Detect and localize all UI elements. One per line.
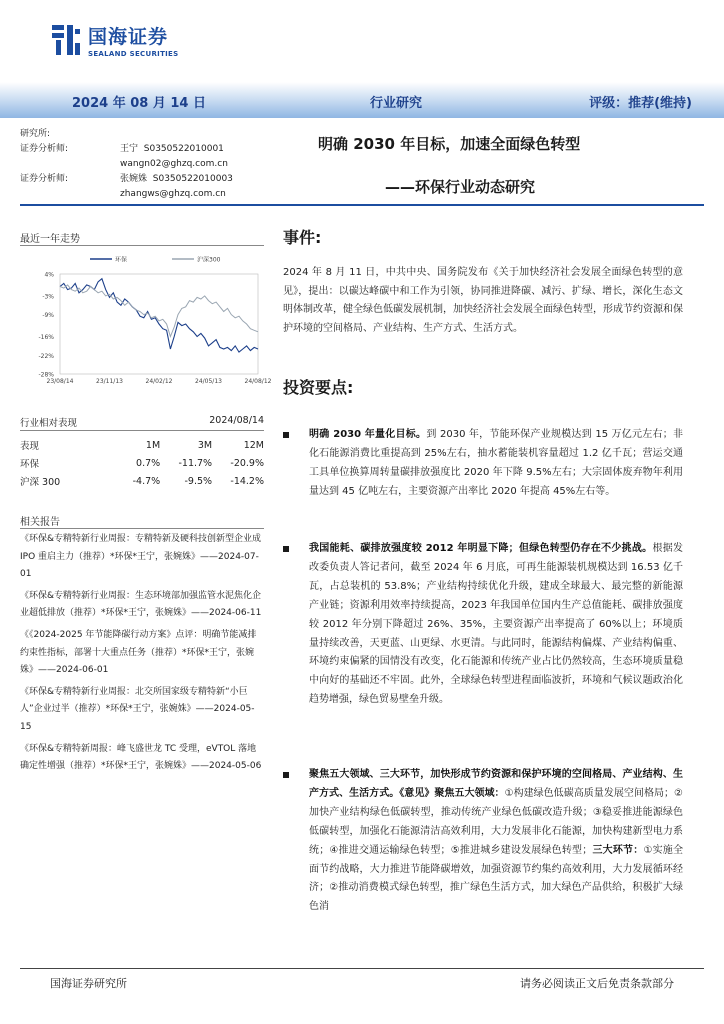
y-tick-label: -16% xyxy=(38,334,54,341)
table-header-cell: 3M xyxy=(197,439,213,451)
analyst-name: 张婉姝 xyxy=(120,174,148,184)
analyst-cert: S0350522010003 xyxy=(152,174,233,184)
series-line xyxy=(60,279,258,352)
related-divider xyxy=(20,528,264,529)
analyst-role: 证券分析师: xyxy=(20,174,69,184)
table-cell: -4.7% xyxy=(132,475,161,487)
analyst-info xyxy=(20,127,280,202)
y-tick-label: -22% xyxy=(38,352,54,360)
x-tick-label: 24/05/13 xyxy=(195,378,222,385)
header-divider xyxy=(20,204,704,206)
performance-date: 2024/08/14 xyxy=(209,415,264,426)
y-tick-label: -28% xyxy=(38,371,54,379)
footer-left: 国海证券研究所 xyxy=(50,977,127,990)
point-text: ①实施全面节约战略，大力推进节能降碳增效，加强资源节约集约高效利用，大力发展循环经济；②推动消费模式绿色转型，推广绿色生活方式，加大绿色产品供给，积极扩大绿色消 xyxy=(309,844,683,913)
table-cell: -20.9% xyxy=(230,457,264,469)
company-name-cn: 国海证券 xyxy=(88,26,169,48)
table-cell: 沪深 300 xyxy=(20,477,61,488)
point-text: 到 2030 年，节能环保产业规模达到 15 万亿元左右；非化石能源消费比重提高到 25%左右，抽水蓄能装机容量超过 1.2 亿千瓦；营运交通工具单位换算周转量碳排放强度比 2020 年下降 9.5%左右；大宗固体废弃物年利用量达到 45 亿吨左右，主要资源产出率比 2020 年提高 45%左右等。 xyxy=(309,429,684,497)
y-tick-label: 4% xyxy=(44,271,54,279)
legend-label: 沪深300 xyxy=(197,256,221,264)
institute-label: 研究所: xyxy=(20,129,51,139)
bullet-square-icon xyxy=(283,432,289,438)
performance-label: 行业相对表现 xyxy=(20,418,78,429)
report-date: 2024 年 08 月 14 日 xyxy=(72,96,206,111)
legend-label: 环保 xyxy=(115,256,128,264)
performance-section xyxy=(20,415,264,490)
related-report-link[interactable]: 《环保&专精特新行业周报：北交所国家级专精特新“小巨人”企业过半（推荐）*环保*王宁，张婉姝》——2024-05-15 xyxy=(20,686,255,732)
point-item xyxy=(283,766,683,942)
trend-label: 最近一年走势 xyxy=(20,234,80,245)
point-item xyxy=(283,540,683,710)
bullet-square-icon xyxy=(283,546,289,552)
points-heading: 投资要点: xyxy=(283,378,354,397)
report-title: 明确 2030 年目标，加速全面绿色转型 xyxy=(318,135,581,153)
point-bold: 我国能耗、碳排放强度较 2012 年明显下降；但绿色转型仍存在不少挑战。 xyxy=(309,543,653,554)
point-item xyxy=(283,426,683,502)
performance-divider xyxy=(20,430,264,431)
related-report-link[interactable]: 《环保&专精特新行业周报：生态环境部加强监管水泥焦化企业超低排放（推荐）*环保*王宁，张婉姝》——2024-06-11 xyxy=(20,590,262,619)
analyst-email[interactable]: zhangws@ghzq.com.cn xyxy=(120,189,226,199)
related-label: 相关报告 xyxy=(20,517,60,528)
sealand-logo-icon xyxy=(50,23,82,57)
related-report-link[interactable]: 《环保&专精特新周报：峰飞盛世龙 TC 受理，eVTOL 落地确定性增强（推荐）*环保*王宁，张婉姝》——2024-05-06 xyxy=(20,743,262,772)
point-text: 根据发改委负责人答记者问，截至 2024 年 6 月底，可再生能源装机规模达到 16.53 亿千瓦，占总装机的 53.8%；产业结构持续优化升级，建成全球最大、最完整的新能源产业链；资源利用效率持续提高，2023 年我国单位国内生产总值能耗、碳排放强度较 2012 年分别下降超过 26%、35%，主要资源产出率提高了 60%以上；环境质量持续改善，天更蓝、山更绿、水更清。与此同时，能源结构偏煤、产业结构偏重、环境约束偏紧的国情没有改变，化石能源和传统产业占比仍然较高，生态环境质量稳中向好的基础还不牢固。此外，全球绿色转型进程面临波折，环境和气候议题政治化趋势增强，绿色贸易壁垒升级。 xyxy=(309,543,684,706)
table-cell: 环保 xyxy=(20,459,40,470)
table-cell: -11.7% xyxy=(178,457,213,469)
analyst-name-cert xyxy=(120,142,224,157)
x-tick-label: 24/02/12 xyxy=(145,378,173,385)
report-subtitle: ——环保行业动态研究 xyxy=(385,178,536,196)
analyst-name: 王宁 xyxy=(120,144,139,154)
report-category: 行业研究 xyxy=(370,96,423,111)
point-bold: 明确 2030 年量化目标。 xyxy=(309,429,427,440)
x-tick-label: 23/08/14 xyxy=(46,378,74,385)
event-text: 2024 年 8 月 11 日，中共中央、国务院发布《关于加快经济社会发展全面绿色转型的意见》，提出：以碳达峰碳中和工作为引领，协同推进降碳、减污、扩绿、增长，深化生态文明体制改革，健全绿色低碳发展机制，加快经济社会发展全面绿色转型，形成节约资源和保护环境的空间格局、产业结构、生产方式、生活方式。 xyxy=(283,267,683,334)
point-bold: 聚焦五大领域、三大环节，加快形成节约资源和保护环境的空间格局、产业结构、生产方式、生活方式。《意见》聚焦五大领域： xyxy=(309,769,683,799)
report-rating: 评级：推荐(维持) xyxy=(589,96,692,111)
event-heading: 事件: xyxy=(283,228,322,247)
table-cell: -14.2% xyxy=(230,475,264,487)
trend-divider xyxy=(20,245,264,246)
analyst-cert: S0350522010001 xyxy=(143,144,224,154)
analyst-email[interactable]: wangn02@ghzq.com.cn xyxy=(120,159,228,169)
footer-right: 请务必阅读正文后免责条款部分 xyxy=(520,977,674,990)
analyst-name-cert xyxy=(120,172,233,187)
y-tick-label: -9% xyxy=(42,312,54,320)
related-report-link[interactable]: 《《2024-2025 年节能降碳行动方案》点评：明确节能减排约束性指标，部署十大重点任务（推荐）*环保*王宁，张婉姝》——2024-06-01 xyxy=(20,629,257,676)
company-name-en: SEALAND SECURITIES xyxy=(88,50,179,58)
table-row xyxy=(20,454,264,472)
table-header-row xyxy=(20,436,264,454)
header-bar xyxy=(0,82,724,118)
x-tick-label: 24/08/12 xyxy=(244,378,272,385)
table-row xyxy=(20,472,264,490)
x-tick-label: 23/11/13 xyxy=(96,378,123,385)
point-text: ①构建绿色低碳高质量发展空间格局；②加快产业结构绿色低碳转型，推动传统产业绿色低碳改造升级；③稳妥推进能源绿色低碳转型，加强化石能源清洁高效利用，大力发展非化石能源，加快构建新型电力系统；④推进交通运输绿色转型；⑤推进城乡建设发展绿色转型； xyxy=(309,787,683,856)
performance-table xyxy=(20,436,264,490)
table-header-cell: 1M xyxy=(145,439,161,451)
table-header-cell: 表现 xyxy=(20,441,40,452)
point-bold: 三大环节： xyxy=(592,844,644,856)
y-tick-label: -3% xyxy=(42,293,54,301)
table-header-cell: 12M xyxy=(243,439,264,451)
related-report-link[interactable]: 《环保&专精特新行业周报：专精特新及硬科技创新型企业成 IPO 重启主力（推荐）*环保*王宁，张婉姝》——2024-07-01 xyxy=(20,534,262,580)
table-cell: -9.5% xyxy=(184,475,213,487)
related-reports-list xyxy=(20,531,264,780)
trend-chart xyxy=(20,248,272,388)
table-cell: 0.7% xyxy=(136,457,161,469)
footer-divider xyxy=(20,968,704,969)
series-line xyxy=(60,285,258,337)
company-logo xyxy=(50,22,178,58)
bullet-square-icon xyxy=(283,772,289,778)
analyst-role: 证券分析师: xyxy=(20,144,69,154)
